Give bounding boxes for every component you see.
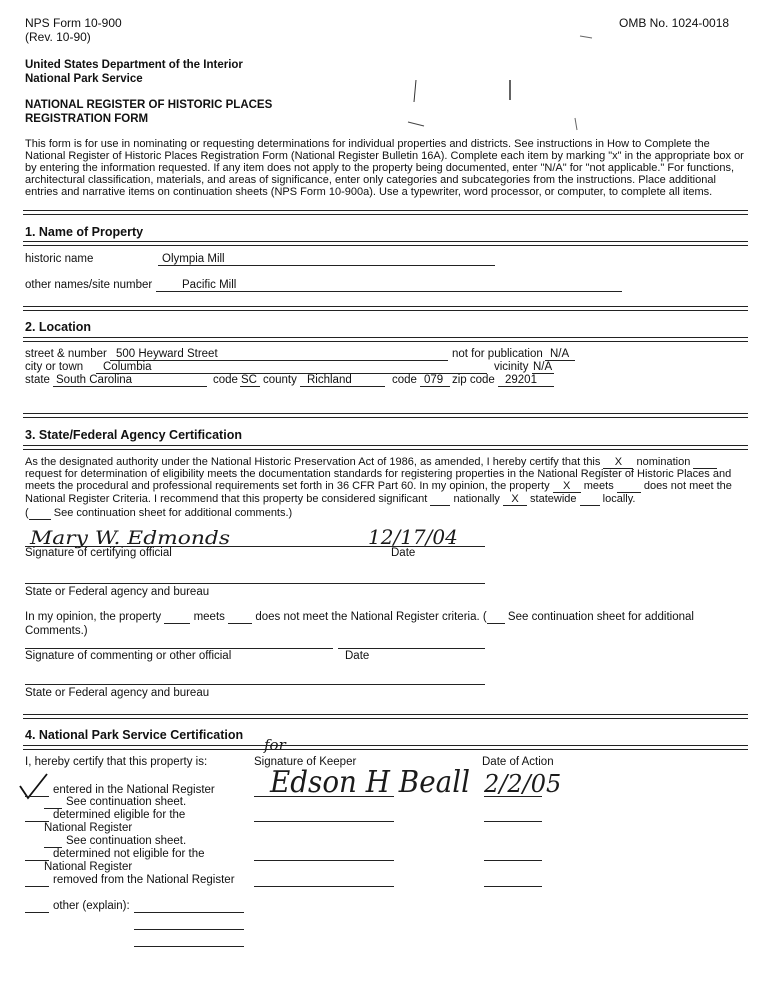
opinion-text-1: In my opinion, the property xyxy=(25,611,162,623)
explain-line-2[interactable] xyxy=(134,929,244,930)
signature-label: Signature of certifying official xyxy=(25,547,172,559)
commenting-date-label: Date xyxy=(345,650,370,662)
cert-text-1: As the designated authority under the National Historic Preservation Act of 1986, as amended, I hereby certify that this xyxy=(25,456,601,468)
other-names-line xyxy=(156,291,622,292)
cert-text-3: does not meet the National Register Criteria. I recommend that this property be considered significant xyxy=(25,480,732,505)
certifying-date-handwritten xyxy=(366,522,466,554)
meets-mark[interactable]: X xyxy=(553,481,581,493)
section-divider xyxy=(23,714,748,719)
section1-heading: 1. Name of Property xyxy=(25,225,144,239)
form-number: NPS Form 10-900 xyxy=(25,16,122,30)
svg-text:Edson H Beall: Edson H Beall xyxy=(269,765,470,800)
item1-label: entered in the National Register xyxy=(53,784,215,796)
item3-label: determined not eligible for the xyxy=(53,848,205,860)
section3-heading: 3. State/Federal Agency Certification xyxy=(25,428,242,442)
cert-text-meets: meets xyxy=(583,480,614,492)
section-divider xyxy=(23,745,748,750)
agency2-line xyxy=(25,684,485,685)
form-subtitle: REGISTRATION FORM xyxy=(25,113,149,125)
cert-text-nomination: nomination xyxy=(636,456,691,468)
county-code-value[interactable]: 079 xyxy=(424,374,444,386)
zip-line xyxy=(498,386,554,387)
county-code-label: code xyxy=(392,374,417,386)
svg-text:for: for xyxy=(264,736,286,754)
opinion-line xyxy=(25,611,694,624)
item3b-label: National Register xyxy=(44,861,133,873)
checkmark-icon xyxy=(17,772,53,802)
keeper-line-2[interactable] xyxy=(254,821,394,822)
scan-marks xyxy=(380,18,620,148)
section2-heading: 2. Location xyxy=(25,320,91,334)
opinion-text-2: does not meet the National Register criteria. ( xyxy=(255,611,487,623)
opinion-meets: meets xyxy=(193,611,225,623)
explain-line-1[interactable] xyxy=(134,912,244,913)
keeper-line-4[interactable] xyxy=(254,886,394,887)
nomination-mark[interactable]: X xyxy=(603,456,633,469)
county-line xyxy=(300,386,385,387)
cert-text-2: request for determination of eligibility meets the documentation standards for registering properties in the National Register of Historic Places and meets the procedural and professional requirements set forth in 36 CFR Part 60. In my opinion, the property xyxy=(25,468,732,492)
city-value[interactable]: Columbia xyxy=(103,361,152,373)
county-value[interactable]: Richland xyxy=(307,374,352,386)
state-code-line xyxy=(240,386,260,387)
other-names-label: other names/site number xyxy=(25,279,153,291)
action-line-3[interactable] xyxy=(484,860,542,861)
svg-text:Mary W. Edmonds: Mary W. Edmonds xyxy=(28,527,231,549)
zip-value[interactable]: 29201 xyxy=(505,374,537,386)
section-divider xyxy=(23,337,748,342)
vicinity-label: vicinity xyxy=(494,361,529,373)
state-line xyxy=(53,386,207,387)
commenting-signature-line xyxy=(25,648,333,649)
commenting-label: Signature of commenting or other official xyxy=(25,650,232,662)
svg-text:12/17/04: 12/17/04 xyxy=(368,525,458,549)
item2c-label: See continuation sheet. xyxy=(66,835,187,847)
section-divider xyxy=(23,210,748,215)
state-code-label: code xyxy=(213,374,238,386)
state-value[interactable]: South Carolina xyxy=(56,374,133,386)
street-label: street & number xyxy=(25,348,107,360)
section4-heading: 4. National Park Service Certification xyxy=(25,728,244,742)
item4-blank[interactable] xyxy=(25,886,49,887)
opinion-comments: Comments.) xyxy=(25,625,88,637)
cert-text-locally: locally. xyxy=(602,493,636,505)
vicinity-value[interactable]: N/A xyxy=(533,361,553,373)
agency2-label: State or Federal agency and bureau xyxy=(25,687,210,699)
opinion-text-3: See continuation sheet for additional xyxy=(507,611,694,623)
section-divider xyxy=(23,445,748,450)
historic-name-value[interactable]: Olympia Mill xyxy=(162,253,225,265)
other-names-value[interactable]: Pacific Mill xyxy=(182,279,237,291)
omb-number: OMB No. 1024-0018 xyxy=(619,16,730,30)
explain-line-3[interactable] xyxy=(134,946,244,947)
not-for-publication-value[interactable]: N/A xyxy=(550,348,570,360)
action-line-4[interactable] xyxy=(484,886,542,887)
commenting-date-line xyxy=(338,648,485,649)
city-label: city or town xyxy=(25,361,84,373)
state-label: state xyxy=(25,374,50,386)
item5-blank[interactable] xyxy=(25,912,49,913)
statewide-mark[interactable]: X xyxy=(503,494,527,506)
action-line-1[interactable] xyxy=(484,796,542,797)
item4-label: removed from the National Register xyxy=(53,874,235,886)
form-instructions: This form is for use in nominating or requesting determinations for individual properties and districts. See instructions in How to Complete the National Register of Historic Places Registration Form (National Register Bulletin 16A). Complete each item by marking "x" in the appropriate box or by entering the information requested. If any item does not apply to the property being documented, enter "N/A" for "not applicable." For functions, architectural classification, materials, and areas of significance, enter only categories and subcategories from the instructions. Place additional entries and narrative items on continuation sheets (NPS Form 10-900a). Use a typewriter, word processor, or computer, to complete all items. xyxy=(25,138,744,198)
svg-text:2/2/05: 2/2/05 xyxy=(484,770,562,798)
section-divider xyxy=(23,306,748,311)
state-code-value[interactable]: SC xyxy=(241,374,257,386)
signature-date-label: Date xyxy=(391,547,416,559)
keeper-label: Signature of Keeper xyxy=(254,756,357,768)
item1-blank[interactable] xyxy=(25,796,49,797)
cert-line-2 xyxy=(25,468,747,506)
item1b-label: See continuation sheet. xyxy=(66,796,187,808)
form-revision: (Rev. 10-90) xyxy=(25,30,91,44)
cert-text-statewide: statewide xyxy=(530,493,577,505)
not-for-publication-label: not for publication xyxy=(452,348,543,360)
agency-line xyxy=(25,583,485,584)
historic-name-label: historic name xyxy=(25,253,94,265)
county-code-line xyxy=(420,386,450,387)
item5-label: other (explain): xyxy=(53,900,130,912)
form-title: NATIONAL REGISTER OF HISTORIC PLACES xyxy=(25,99,273,111)
historic-name-line xyxy=(158,265,495,266)
county-label: county xyxy=(263,374,297,386)
item2-label: determined eligible for the xyxy=(53,809,186,821)
agency-label: State or Federal agency and bureau xyxy=(25,586,210,598)
keeper-line-1[interactable] xyxy=(254,796,394,797)
street-value[interactable]: 500 Heyward Street xyxy=(116,348,218,360)
cert-continuation-text: See continuation sheet for additional comments.) xyxy=(53,507,293,519)
service-name: National Park Service xyxy=(25,73,143,85)
keeper-line-3[interactable] xyxy=(254,860,394,861)
cert-continuation: ( See continuation sheet for additional comments.) xyxy=(25,507,293,519)
section-divider xyxy=(23,241,748,246)
zip-label: zip code xyxy=(452,374,495,386)
item2b-label: National Register xyxy=(44,822,133,834)
street-line xyxy=(110,360,448,361)
department-name: United States Department of the Interior xyxy=(25,59,243,71)
certify-label: I, hereby certify that this property is: xyxy=(25,756,208,768)
keeper-initials xyxy=(262,728,302,758)
action-line-2[interactable] xyxy=(484,821,542,822)
action-date-label: Date of Action xyxy=(482,756,554,768)
cert-text-nationally: nationally xyxy=(453,493,500,505)
section-divider xyxy=(23,413,748,418)
